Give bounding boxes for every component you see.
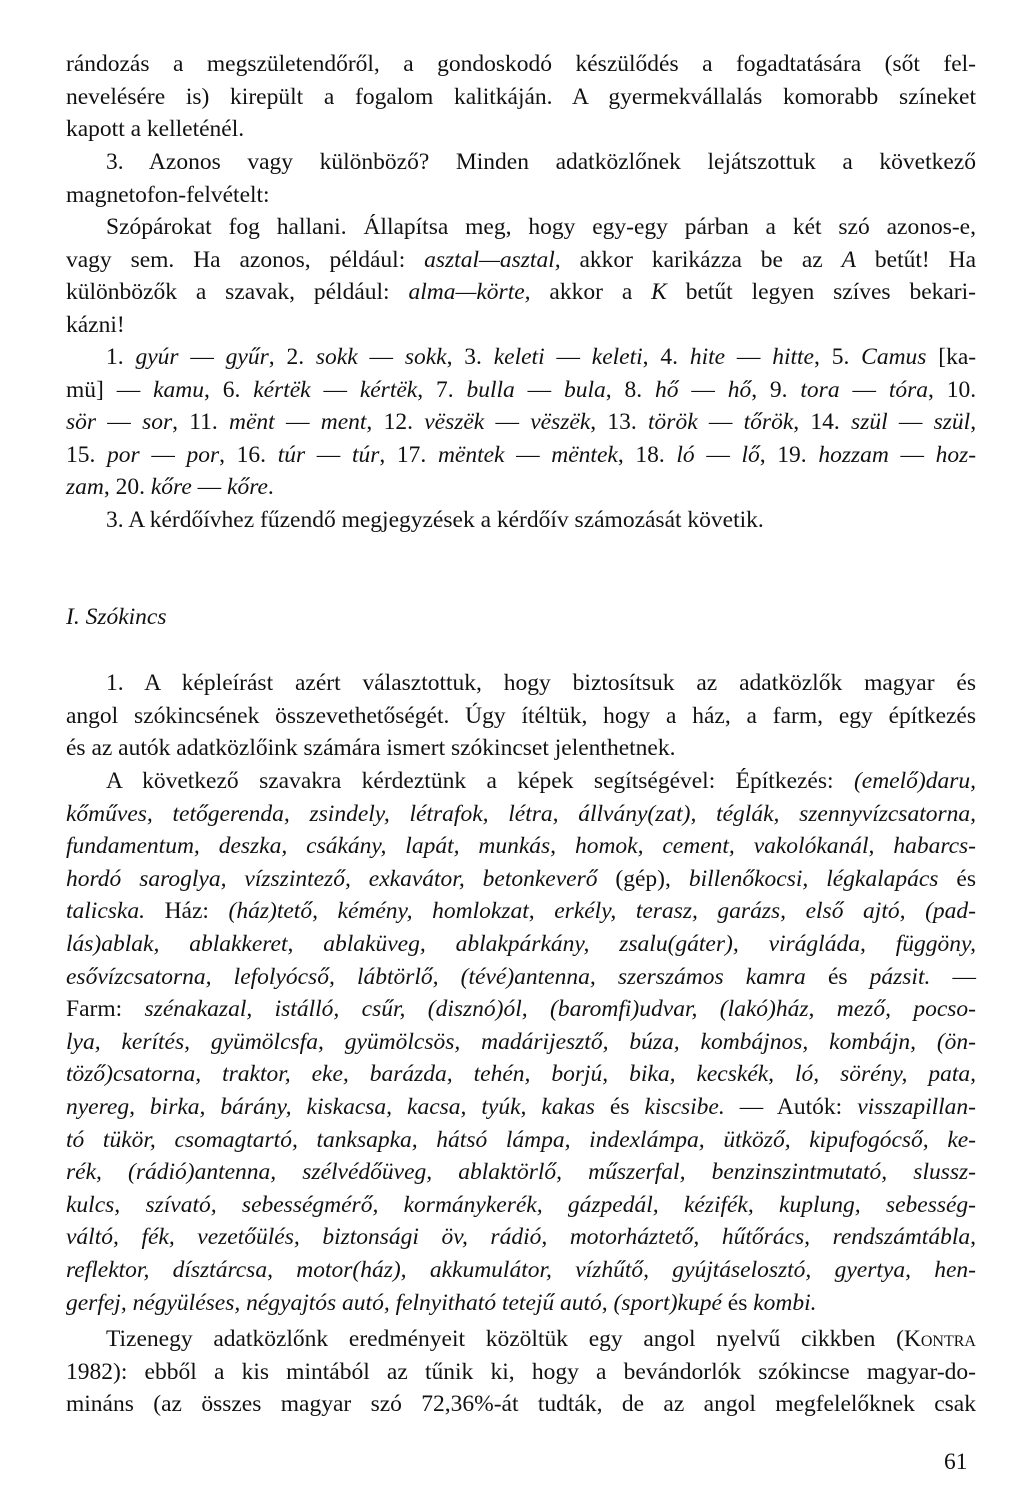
text-line: esővízcsatorna, lefolyócső, lábtörlő, (tévé)antenna, szerszámos kamra és pázsit. — <box>66 963 976 990</box>
text-line: kapott a kelleténél. <box>66 116 245 143</box>
text-line: A következő szavakra kérdeztünk a képek segítségével: Építkezés: (emelő)daru, <box>106 768 976 794</box>
word-pairs-list <box>66 341 976 504</box>
page-number: 61 <box>944 1449 968 1475</box>
text-line: kőműves, tetőgerenda, zsindely, létrafok, létra, állvány(zat), téglák, szennyvízcsatorna, <box>66 800 976 827</box>
text-line: vagy sem. Ha azonos, például: asztal—asztal, akkor karikázza be az A betűt! Ha <box>66 246 977 273</box>
section-heading: I. Szókincs <box>66 604 167 630</box>
text-line: tó tükör, csomagtartó, tanksapka, hátsó lámpa, indexlámpa, ütköző, kipufogócső, ke- <box>66 1126 976 1153</box>
text-line: 1982): ebből a kis mintából az tűnik ki, hogy a bevándorlók szókincse magyar-do- <box>66 1358 976 1385</box>
text-line: nevelésére is) kirepült a fogalom kalitkáján. A gyermekvállalás komorabb színeket <box>66 83 976 110</box>
paragraph-instructions <box>66 211 976 341</box>
text-line: 1. gyúr — gyűr, 2. sokk — sokk, 3. keleti — keleti, 4. hite — hitte, 5. Camus [ka- <box>106 344 977 370</box>
text-line: angol szókincsének összevethetőségét. Úgy ítéltük, hogy a ház, a farm, egy építkezés <box>66 702 976 729</box>
text-line: mináns (az összes magyar szó 72,36%-át tudták, de az angol megfelelőknek csak <box>66 1391 976 1418</box>
text-line: magnetofon-felvételt: <box>66 181 270 208</box>
text-line: hordó saroglya, vízszintező, exkavátor, betonkeverő (gép), billenőkocsi, légkalapács és <box>66 865 976 892</box>
paragraph-intro <box>66 48 976 146</box>
text-line: gerfej, négyüléses, négyajtós autó, felnyitható tetejű autó, (sport)kupé és kombi. <box>66 1289 817 1316</box>
text-line: reflektor, dísztárcsa, motor(ház), akkumulátor, vízhűtő, gyújtáselosztó, gyertya, hen- <box>66 1256 976 1283</box>
text-line: talicska. Ház: (ház)tető, kémény, homlokzat, erkély, terasz, garázs, első ajtó, (pad- <box>66 898 976 925</box>
text-line: és az autók adatközlőink számára ismert szókincset jelenthetnek. <box>66 735 676 762</box>
text-line: 15. por — por, 16. túr — túr, 17. mëntek — mëntek, 18. ló — lő, 19. hozzam — hoz- <box>66 441 977 468</box>
text-line: különbözők a szavak, például: alma—körte, akkor a K betűt legyen szíves bekari- <box>66 279 976 306</box>
paragraph-item-3 <box>66 146 976 211</box>
text-line: töző)csatorna, traktor, eke, barázda, tehén, borjú, bika, kecskék, ló, sörény, pata, <box>66 1061 976 1088</box>
text-line: Tizenegy adatközlőnk eredményeit közöltük egy angol nyelvű cikkben (Kontra <box>106 1326 976 1352</box>
text-line: nyereg, birka, bárány, kiskacsa, kacsa, tyúk, kakas és kiscsibe. — Autók: visszapillan- <box>66 1093 976 1120</box>
text-line: 1. A képleírást azért választottuk, hogy biztosítsuk az adatközlők magyar és <box>106 670 976 696</box>
text-line: rék, (rádió)antenna, szélvédőüveg, ablaktörlő, műszerfal, benzinszintmutató, slussz- <box>66 1159 976 1186</box>
paragraph-results <box>66 1323 976 1421</box>
text-line: Szópárokat fog hallani. Állapítsa meg, hogy egy-egy párban a két szó azonos-e, <box>106 214 976 240</box>
paragraph-word-lists <box>66 765 976 1319</box>
text-line: lya, kerítés, gyümölcsfa, gyümölcsös, madárijesztő, búza, kombájnos, kombájn, (ön- <box>66 1028 976 1055</box>
text-line: kázni! <box>66 311 125 338</box>
text-line: mü] — kamu, 6. kértëk — kértëk, 7. bulla — bula, 8. hő — hő, 9. tora — tóra, 10. <box>66 376 977 403</box>
text-line: sör — sor, 11. mënt — ment, 12. vëszëk — vëszëk, 13. török — tőrök, 14. szül — szül, <box>66 409 977 436</box>
paragraph-vocabulary-intro <box>66 667 976 765</box>
text-line: Farm: szénakazal, istálló, csűr, (disznó)ól, (baromfi)udvar, (lakó)ház, mező, pocso- <box>66 996 976 1023</box>
text-line: rándozás a megszületendőről, a gondoskodó készülődés a fogadtatására (sőt fel- <box>66 51 976 77</box>
paragraph-note <box>66 504 976 537</box>
text-line: lás)ablak, ablakkeret, ablaküveg, ablakpárkány, zsalu(gáter), virágláda, függöny, <box>66 930 976 957</box>
text-line: 3. A kérdőívhez fűzendő megjegyzések a kérdőív számozását követik. <box>106 507 764 533</box>
text-line: fundamentum, deszka, csákány, lapát, munkás, homok, cement, vakolókanál, habarcs- <box>66 833 976 860</box>
text-line: kulcs, szívató, sebességmérő, kormánykerék, gázpedál, kézifék, kuplung, sebesség- <box>66 1191 976 1218</box>
text-line: 3. Azonos vagy különböző? Minden adatközlőnek lejátszottuk a következő <box>106 149 976 175</box>
text-line: váltó, fék, vezetőülés, biztonsági öv, rádió, motorháztető, hűtőrács, rendszámtábla, <box>66 1224 976 1251</box>
text-line: zam, 20. kőre — kőre. <box>66 474 274 501</box>
